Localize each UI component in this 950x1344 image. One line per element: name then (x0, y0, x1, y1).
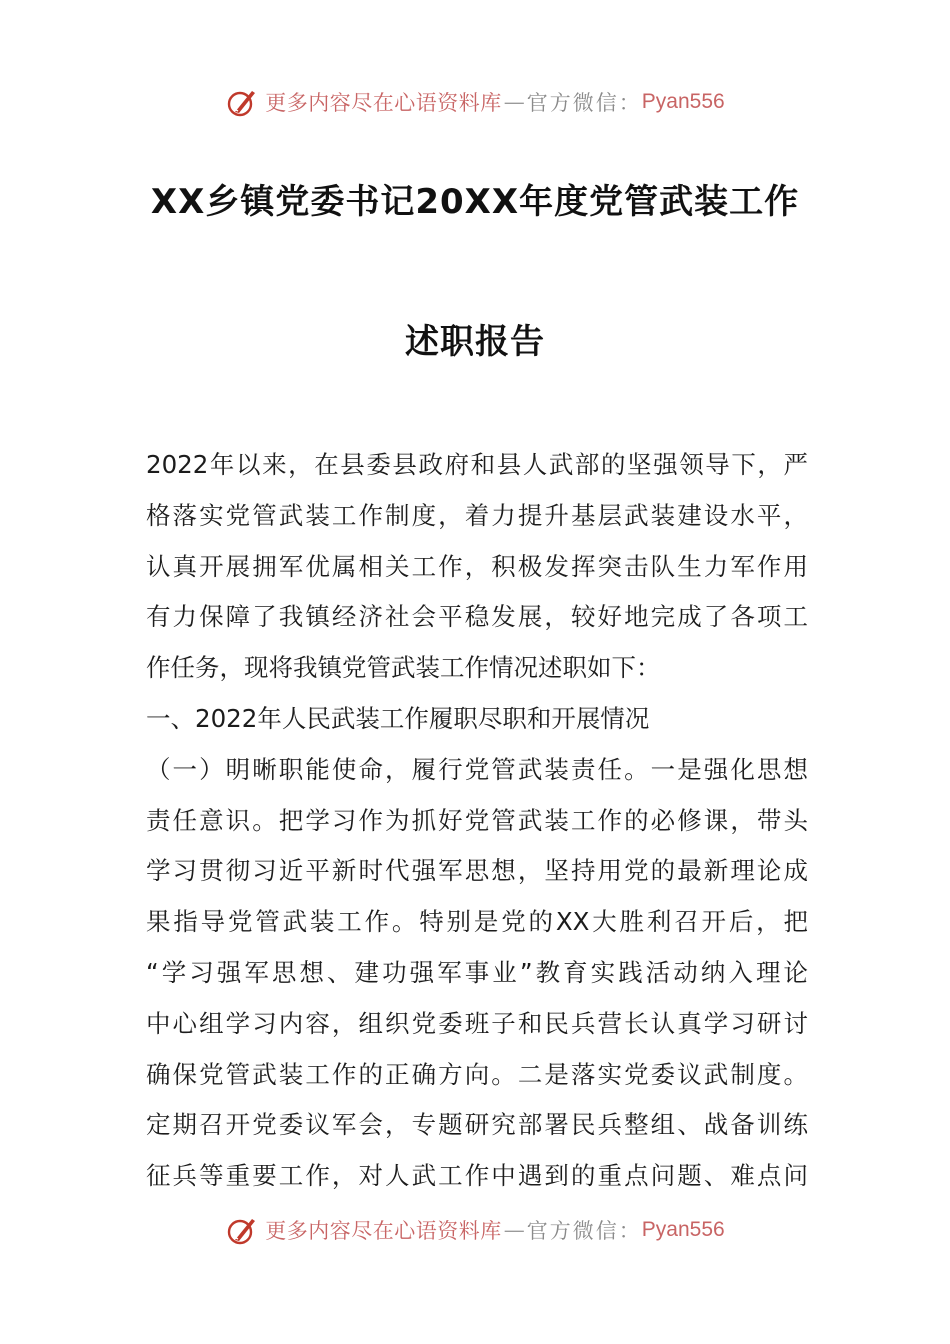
watermark-wechat-id: Pyan556 (641, 90, 725, 113)
body-line: 作任务，现将我镇党管武装工作情况述职如下： (146, 653, 661, 683)
body-line: 确保党管武装工作的正确方向。二是落实党委议武制度。 (146, 1059, 808, 1089)
body-line: 有力保障了我镇经济社会平稳发展，较好地完成了各项工 (146, 602, 808, 632)
body-line: 定期召开党委议军会，专题研究部署民兵整组、战备训练 (146, 1110, 808, 1140)
section-heading: 一、2022年人民武装工作履职尽职和开展情况 (146, 703, 650, 733)
watermark-wechat-label: 官方微信： (526, 1219, 642, 1243)
watermark-wechat-id: Pyan556 (641, 1218, 725, 1241)
document-title-line1: XX乡镇党委书记20XX年度党管武装工作 (150, 182, 800, 222)
watermark-brand-text: 更多内容尽在心语资料库 (265, 1219, 502, 1243)
body-line: 果指导党管武装工作。特别是党的XX大胜利召开后，把 (146, 907, 808, 937)
watermark-banner-top (0, 82, 950, 122)
body-line: 征兵等重要工作，对人武工作中遇到的重点问题、难点问 (146, 1161, 808, 1191)
body-line: 学习贯彻习近平新时代强军思想，坚持用党的最新理论成 (146, 856, 808, 886)
body-line: 中心组学习内容，组织党委班子和民兵营长认真学习研讨 (146, 1008, 808, 1038)
watermark-dash: — (503, 1218, 525, 1242)
watermark-wechat-label: 官方微信： (526, 91, 642, 115)
watermark-dash: — (503, 90, 525, 114)
quill-logo-icon (225, 1213, 259, 1247)
document-body (146, 440, 808, 1202)
body-line: （一）明晰职能使命，履行党管武装责任。一是强化思想 (146, 754, 808, 784)
document-title-line2: 述职报告 (405, 322, 545, 362)
body-line: 格落实党管武装工作制度，着力提升基层武装建设水平， (146, 500, 808, 530)
body-line: 2022年以来，在县委县政府和县人武部的坚强领导下，严 (146, 450, 808, 479)
body-line: “学习强军思想、建功强军事业”教育实践活动纳入理论 (146, 957, 808, 987)
body-line: 认真开展拥军优属相关工作，积极发挥突击队生力军作用 (146, 551, 808, 581)
watermark-brand-text: 更多内容尽在心语资料库 (265, 91, 502, 115)
body-line: 责任意识。把学习作为抓好党管武装工作的必修课，带头 (146, 805, 808, 835)
watermark-banner-bottom (0, 1210, 950, 1250)
quill-logo-icon (225, 85, 259, 119)
